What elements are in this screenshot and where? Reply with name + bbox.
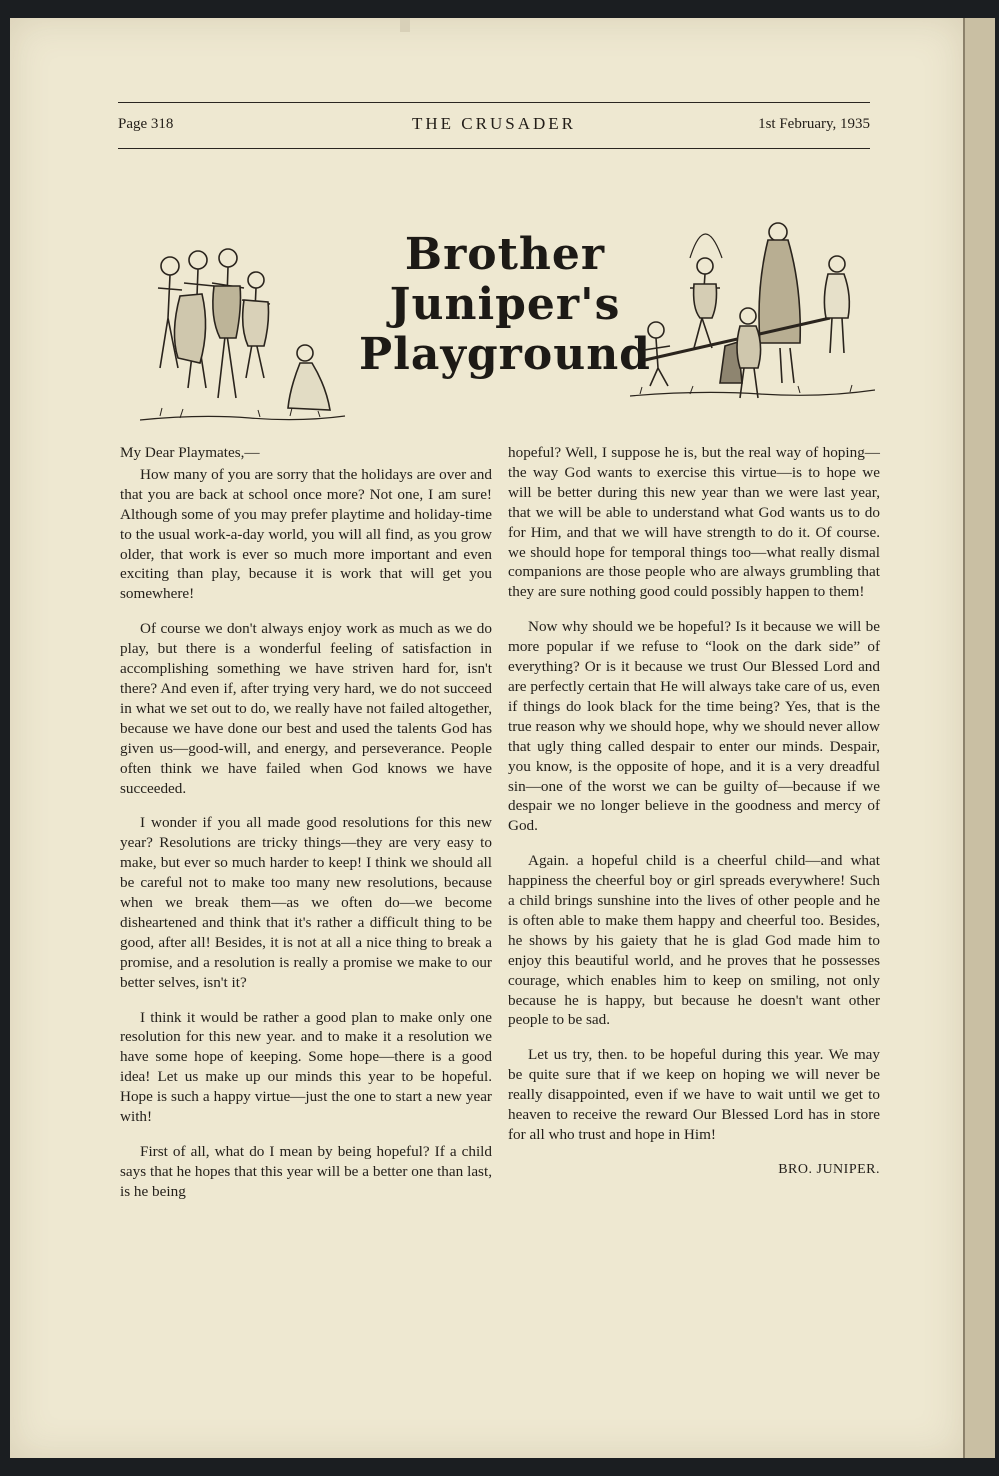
article-signature: BRO. JUNIPER. xyxy=(778,1161,880,1177)
article-paragraph: How many of you are sorry that the holidays are over and that you are back at school once more? Not one, I am sure! Although some of you may prefer playtime and holiday-time to the usual work-a-day world, you will all find, as you grow older, that work is ever so much more important and even exciting than play, because it is work that will get you somewhere! xyxy=(120,465,492,603)
page-tear xyxy=(400,18,410,32)
section-title-line-1: Brother Juniper's xyxy=(389,229,621,330)
article-column-left xyxy=(120,443,492,1217)
magazine-page xyxy=(10,18,963,1458)
article-paragraph: Now why should we be hopeful? Is it because we will be more popular if we refuse to “look on the dark side” of everything? Or is it because we trust Our Blessed Lord and are perfectly certain that He will always take care of us, even if things do look black for the time being? Yes, that is the true reason why we should hope, why we should never allow that ugly thing called despair to enter our minds. Despair, you know, is the opposite of hope, and it is a very dreadful sin—one of the worst we can be guilty of—because if we despair we no longer believe in the goodness and mercy of God. xyxy=(508,618,880,835)
header-rule-bottom xyxy=(118,148,870,149)
playground-seesaw-illustration-icon xyxy=(630,218,875,403)
article-paragraph: Let us try, then. to be hopeful during this year. We may be quite sure that if we keep on hoping we will never be really disappointed, even if we have to wait until we get to heaven to receive the reward Our Blessed Lord has in store for all who trust and hope in Him! xyxy=(508,1046,880,1143)
section-banner xyxy=(130,218,875,433)
article-paragraph: Again. a hopeful child is a cheerful child—and what happiness the cheerful boy or girl spreads everywhere! Such a child brings sunshine into the lives of other people and he is often able to make them happy and cheerful too. Besides, he shows by his gaiety that he is glad God made him to enjoy this beautiful world, and he proves that he possesses courage, which enables him to keep on smiling, not only because he is happy, but because he doesn't want other people to be sad. xyxy=(508,852,880,1029)
article-column-right xyxy=(508,443,880,1180)
article-paragraph: I wonder if you all made good resolutions for this new year? Resolutions are tricky things—they are very easy to make, but ever so much harder to keep! I think we should all be careful not to make too many new resolutions, because when we break them—as we often do—we become disheartened and think that it's rather a difficult thing to be good, after all! Besides, it is not at all a nice thing to break a promise, and a resolution is really a promise we make to our better selves, isn't it? xyxy=(120,814,492,991)
section-title-line-2: Playground xyxy=(359,329,651,380)
article-salutation: My Dear Playmates,— xyxy=(120,444,260,461)
article-paragraph: First of all, what do I mean by being hopeful? If a child says that he hopes that this year will be a better one than last, is he being xyxy=(120,1143,492,1200)
magazine-title: THE CRUSADER xyxy=(412,114,576,133)
page-number: Page 318 xyxy=(118,116,174,132)
page-header xyxy=(118,114,870,138)
article-paragraph: Of course we don't always enjoy work as much as we do play, but there is a wonderful feeling of satisfaction in accomplishing something we have striven hard for, isn't there? And even if, after trying very hard, we do not succeed in what we set out to do, we really have not failed altogether, because we have done our best and used the talents God has given us—good-will, and energy, and perseverance. People often think we have failed when God knows we have succeeded. xyxy=(120,620,492,797)
issue-date: 1st February, 1935 xyxy=(758,116,870,132)
article-paragraph: I think it would be rather a good plan to make only one resolution for this new year. and to make it a resolution we have some hope of keeping. Some hope—there is a good idea! Let us make up our minds this year to be hopeful. Hope is such a happy virtue—just the one to start a new year with! xyxy=(120,1008,492,1126)
adjacent-page-edge xyxy=(963,18,995,1458)
article-paragraph: hopeful? Well, I suppose he is, but the real way of hoping—the way God wants to exercise this virtue—is to hope we will be better during this new year than we were last year, that we will be able to understand what God wants us to do for Him, and that we will have strength to do it. Of course. we should hope for temporal things too—what really dismal companions are those people who are always grumbling that they are sure nothing good could possibly happen to them! xyxy=(508,444,880,601)
header-rule-top xyxy=(118,102,870,103)
